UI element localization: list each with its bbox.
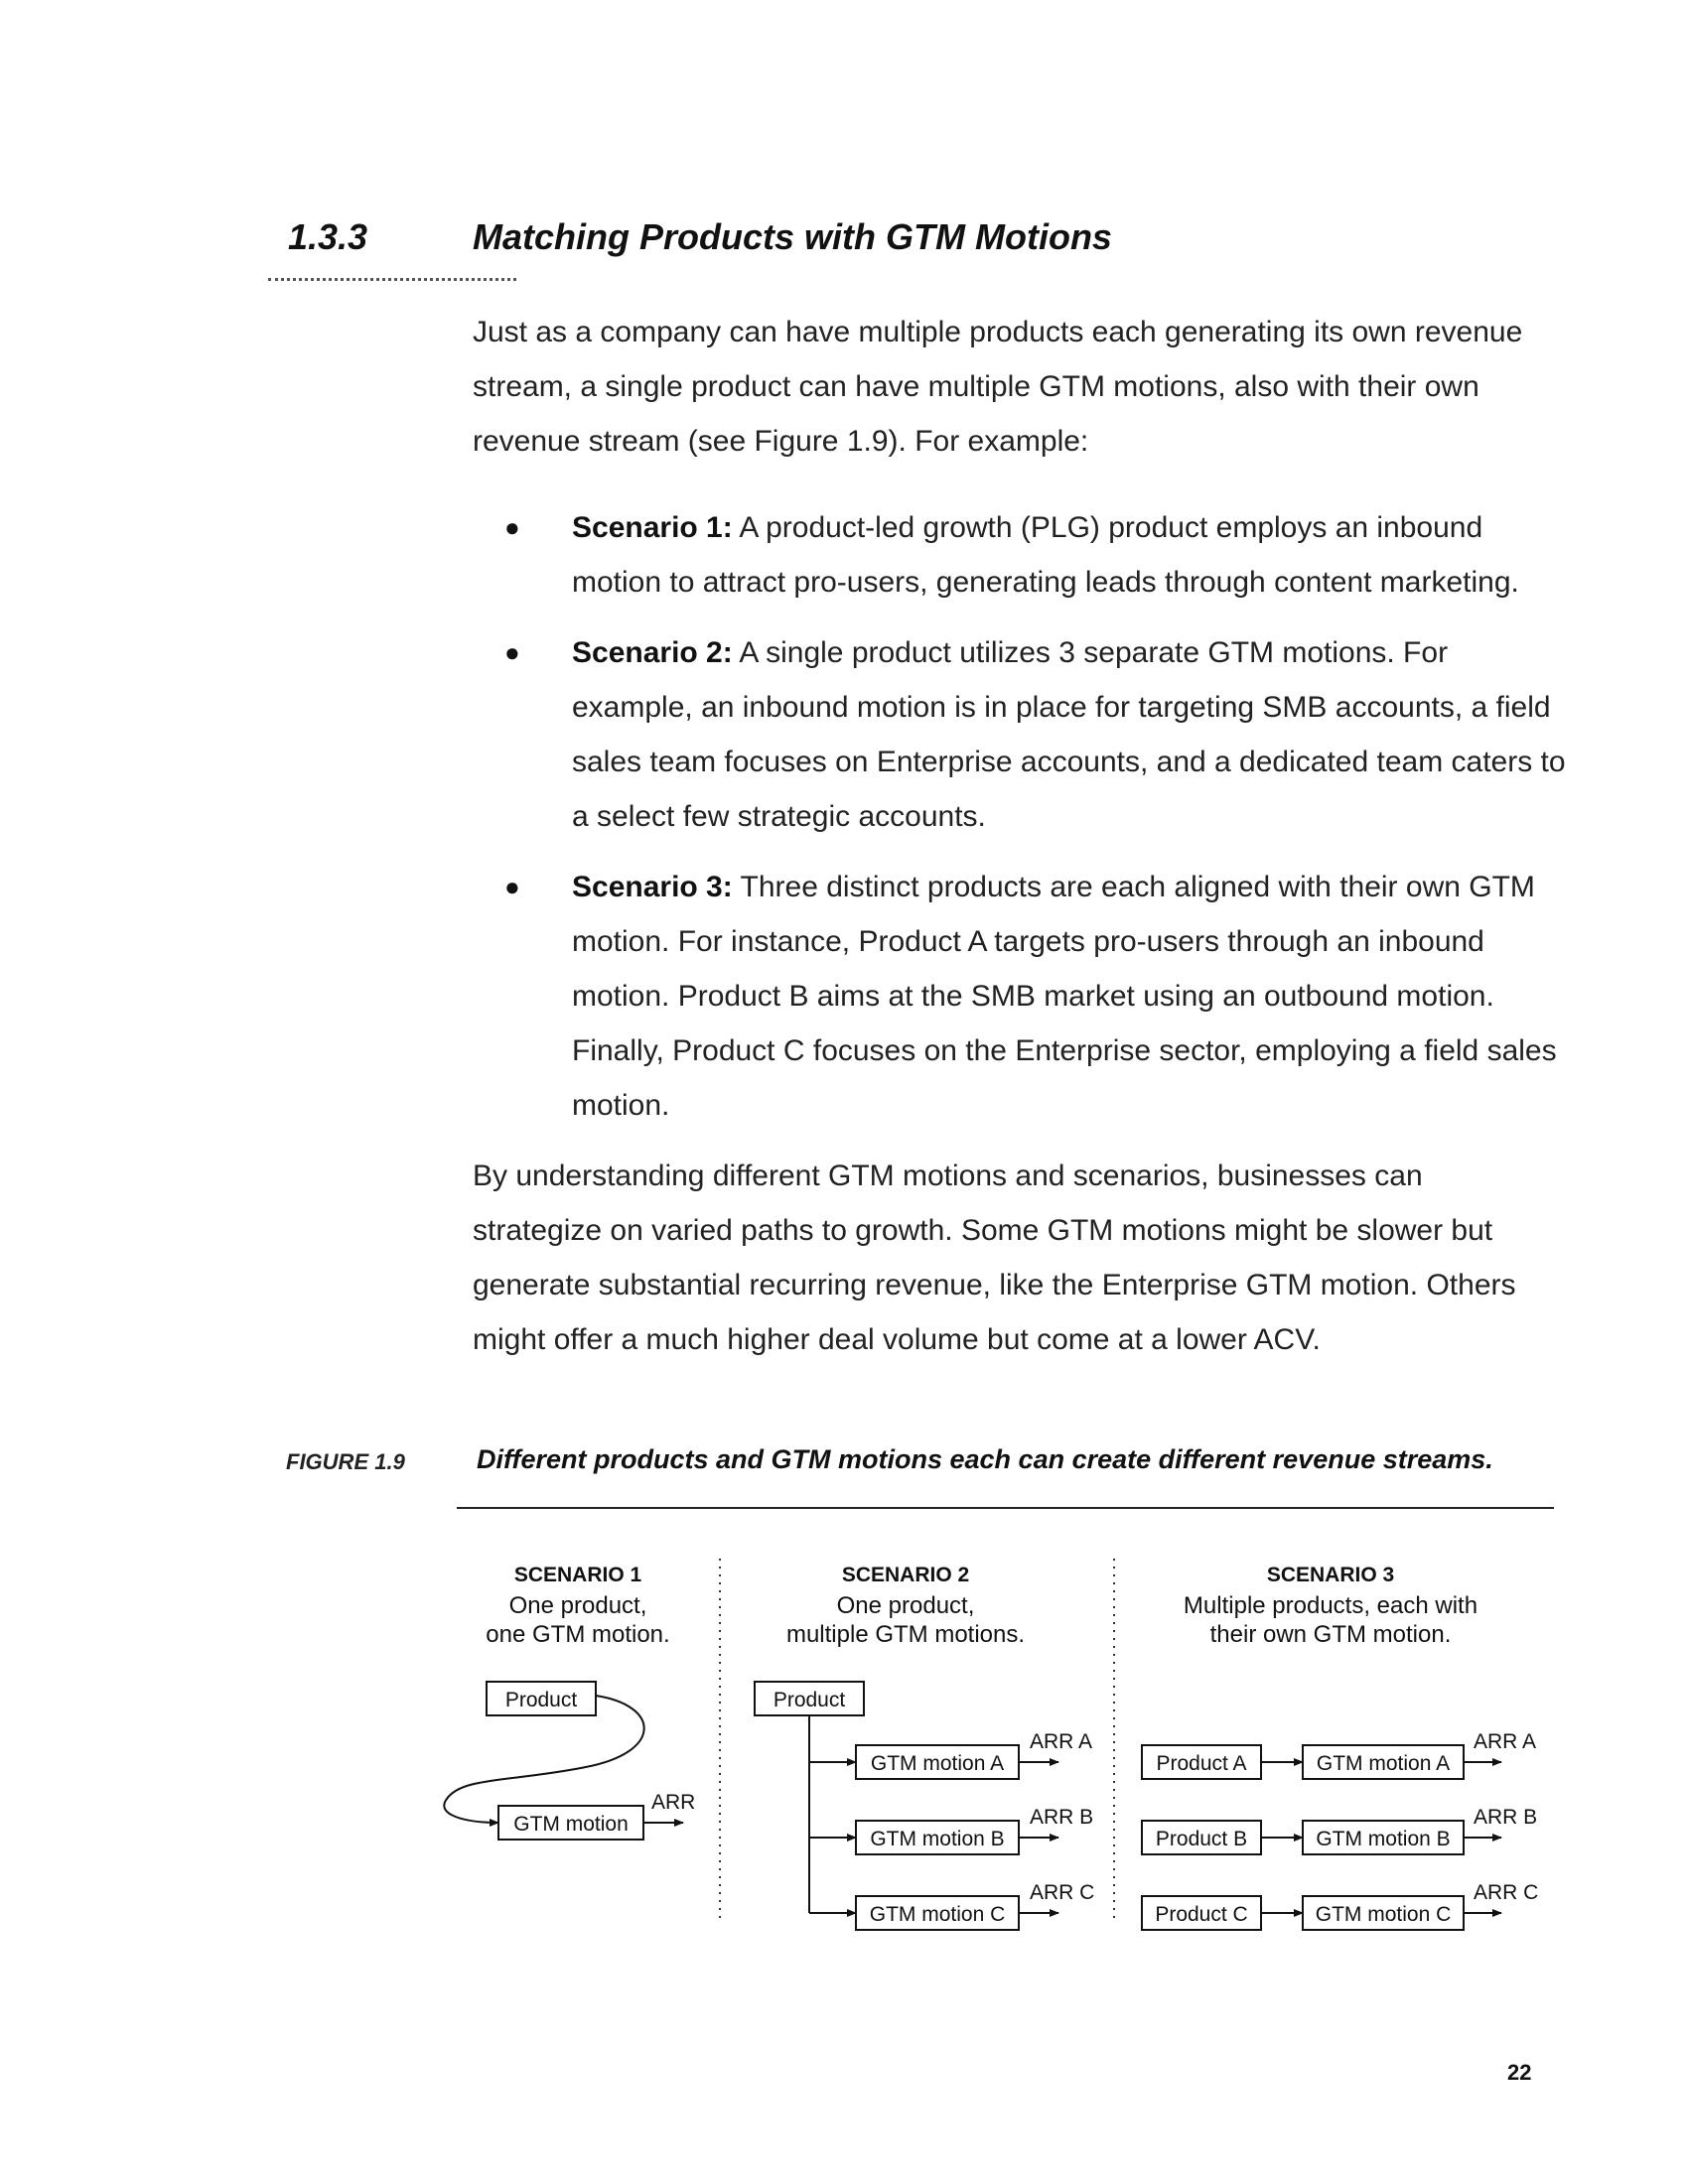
arr-label: ARR B [1474, 1806, 1538, 1829]
arr-label: ARR C [1474, 1881, 1539, 1904]
arr-label: ARR [651, 1791, 696, 1814]
product-box-label: Product B [1155, 1828, 1248, 1850]
arr-label: ARR B [1030, 1806, 1094, 1829]
product-box-label: Product [504, 1689, 578, 1711]
scenario-lead: Scenario 2: [572, 636, 733, 669]
scenario3-desc: their own GTM motion. [1209, 1621, 1452, 1648]
scenario-lead: Scenario 3: [572, 871, 733, 903]
gtm-motion-box-label: GTM motion [513, 1813, 629, 1836]
scenario-text: A single product utilizes 3 separate GTM motions. For example, an inbound motion is in place for targeting SMB accounts, a field sales team focuses on Enterprise accounts, and a dedicated team caters to a select few strategic accounts. [572, 636, 1566, 833]
bullet-icon: ● [504, 637, 520, 667]
scenario-text: A product-led growth (PLG) product employs an inbound motion to attract pro-users, generating leads through content marketing. [572, 511, 1519, 599]
gtm-motion-box-label: GTM motion A [1316, 1752, 1451, 1775]
figure-caption: Different products and GTM motions each can create different revenue streams. [477, 1444, 1493, 1474]
scenario1-heading: SCENARIO 1 [513, 1564, 642, 1586]
scenario1-desc: one GTM motion. [486, 1621, 670, 1648]
scenario-lead: Scenario 1: [572, 511, 733, 544]
gtm-motion-box-label: GTM motion A [870, 1752, 1005, 1775]
scenario1-desc: One product, [508, 1592, 647, 1619]
arr-label: ARR A [1030, 1730, 1093, 1753]
scenario3-desc: Multiple products, each with [1183, 1592, 1478, 1619]
arr-label: ARR C [1030, 1881, 1095, 1904]
intro-paragraph: Just as a company can have multiple products each generating its own revenue stream, a single product can have multiple GTM motions, also with their own revenue stream (see Figure 1.9). For example: [473, 316, 1523, 458]
section-title: Matching Products with GTM Motions [473, 216, 1112, 257]
arr-label: ARR A [1474, 1730, 1537, 1753]
scenario2-heading: SCENARIO 2 [841, 1564, 970, 1586]
product-box-label: Product A [1156, 1752, 1247, 1775]
product-box-label: Product [773, 1689, 846, 1711]
figure-label: FIGURE 1.9 [286, 1449, 405, 1474]
product-box-label: Product C [1155, 1903, 1248, 1926]
gtm-motion-box-label: GTM motion B [870, 1828, 1005, 1850]
bullet-icon: ● [504, 512, 520, 542]
page-number: 22 [1507, 2060, 1532, 2085]
scenario2-desc: One product, [836, 1592, 975, 1619]
bullet-icon: ● [504, 872, 520, 901]
gtm-motion-box-label: GTM motion C [1315, 1903, 1452, 1926]
gtm-motion-box-label: GTM motion C [869, 1903, 1006, 1926]
scenario2-desc: multiple GTM motions. [785, 1621, 1026, 1648]
scenario-text: Three distinct products are each aligned with their own GTM motion. For instance, Product A targets pro-users through an inbound motion. Product B aims at the SMB market using an outbound motion. Finally, Product C focuses on the Enterprise sector, employing a field sales motion. [572, 871, 1557, 1122]
section-number: 1.3.3 [288, 216, 368, 257]
gtm-motion-box-label: GTM motion B [1316, 1828, 1451, 1850]
scenario3-heading: SCENARIO 3 [1266, 1564, 1395, 1586]
closing-paragraph: By understanding different GTM motions and scenarios, businesses can strategize on varied paths to growth. Some GTM motions might be slower but generate substantial recurring revenue, like the Enterprise GTM motion. Others might offer a much higher deal volume but come at a lower ACV. [473, 1160, 1516, 1356]
